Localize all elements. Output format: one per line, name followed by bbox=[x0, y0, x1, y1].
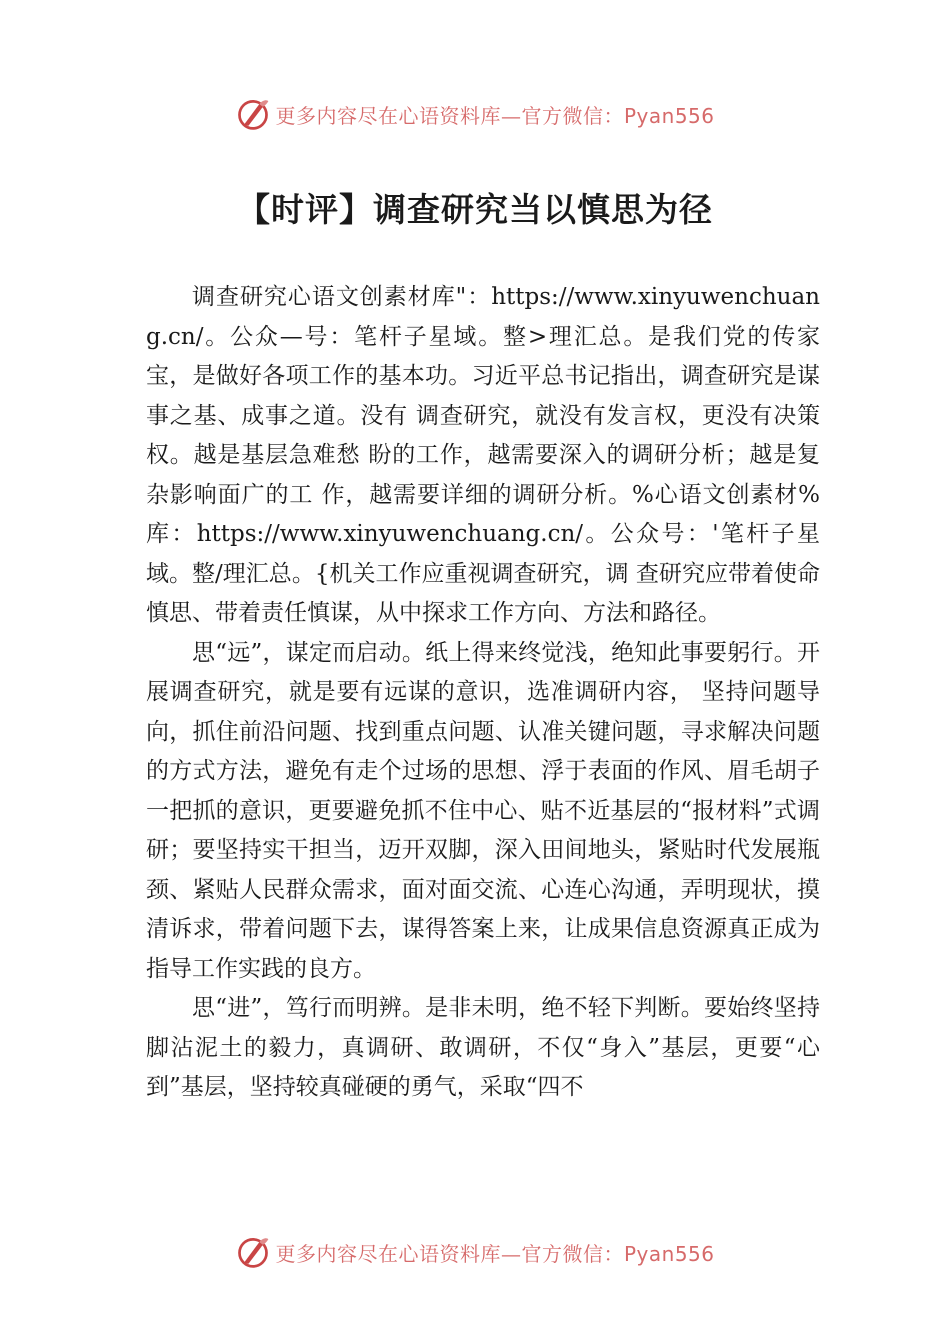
footer-banner bbox=[0, 1230, 950, 1274]
paragraph-3: 思“进”，笃行而明辨。是非未明，绝不轻下判断。要始终坚持脚沾泥土的毅力，真调研、敢调研，不仅“身入”基层，更要“心到”基层，坚持较真碰硬的勇气，采取“四不 bbox=[146, 995, 820, 1100]
quill-logo-icon bbox=[235, 1234, 271, 1270]
paragraph-1: 调查研究心语文创素材库"：https://www.xinyuwenchuang.cn/。公众—号：笔杆子星域。整>理汇总。是我们党的传家宝，是做好各项工作的基本功。习近平总书记指出，调查研究是谋事之基、成事之道。没有 调查研究，就没有发言权，更没有决策权。越是基层急难愁 盼的工作，越需要深入的调研分析；越是复杂影响面广的工 作，越需要详细的调研分析。%心语文创素材%库：https://www.xinyuwenchuang.cn/。公众号：'笔杆子星域。整/理汇总。{机关工作应重视调查研究，调 查研究应带着使命慎思、带着责任慎谋，从中探求工作方向、方法和路径。 bbox=[146, 284, 820, 626]
wechat-id: Pyan556 bbox=[623, 103, 715, 128]
wechat-id: Pyan556 bbox=[623, 1241, 715, 1266]
article-body bbox=[146, 278, 820, 1108]
banner-text: 更多内容尽在心语资料库—官方微信：Pyan556 bbox=[275, 103, 715, 128]
quill-logo-icon bbox=[235, 96, 271, 132]
header-banner bbox=[0, 92, 950, 136]
article-title: 【时评】调查研究当以慎思为径 bbox=[237, 190, 713, 229]
paragraph-2: 思“远”，谋定而启动。纸上得来终觉浅，绝知此事要躬行。开展调查研究，就是要有远谋的意识，选准调研内容， 坚持问题导向，抓住前沿问题、找到重点问题、认准关键问题，寻求解决问题的方式方法，避免有走个过场的思想、浮于表面的作风、眉毛胡子一把抓的意识，更要避免抓不住中心、贴不近基层的“报材料”式调研；要坚持实干担当，迈开双脚，深入田间地头，紧贴时代发展瓶颈、紧贴人民群众需求，面对面交流、心连心沟通，弄明现状，摸清诉求，带着问题下去，谋得答案上来，让成果信息资源真正成为指导工作实践的良方。 bbox=[146, 639, 820, 982]
banner-text: 更多内容尽在心语资料库—官方微信：Pyan556 bbox=[275, 1241, 715, 1266]
